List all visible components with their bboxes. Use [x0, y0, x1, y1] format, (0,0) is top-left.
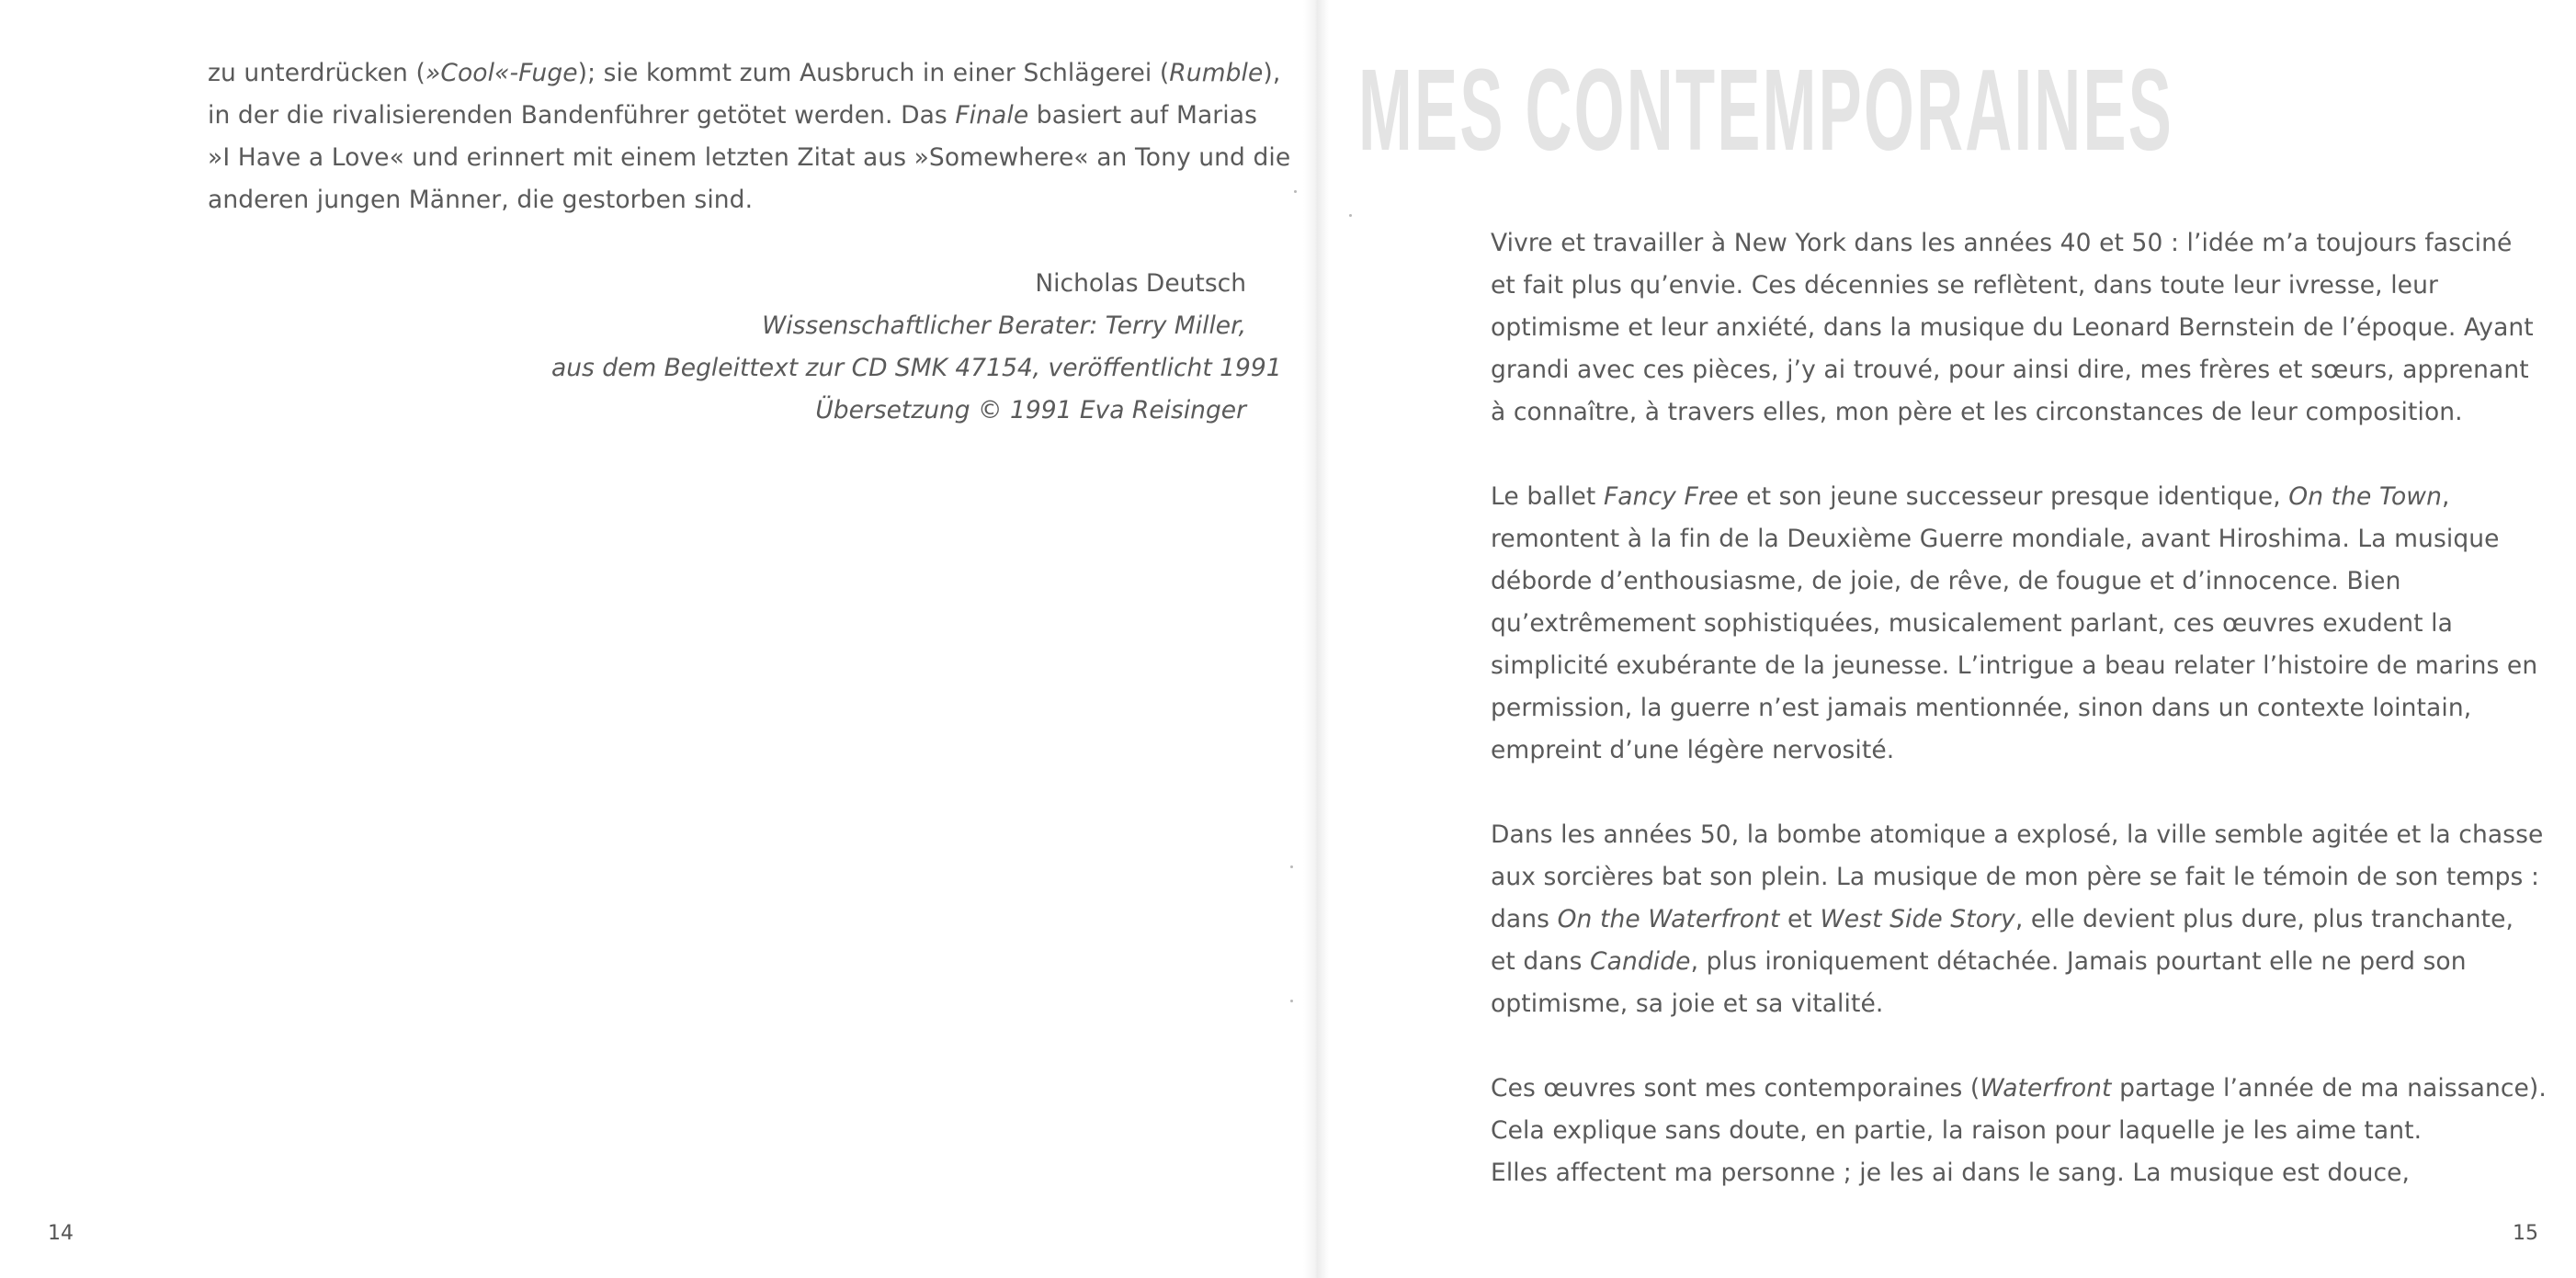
text-line — [1491, 476, 2538, 518]
text-line — [1491, 1068, 2547, 1110]
text-line — [1491, 899, 2538, 941]
text-line — [1491, 687, 2538, 729]
text-run: et son jeune successeur presque identique, — [1738, 482, 2289, 511]
text-line — [1491, 560, 2538, 603]
italic-title-text: On the Town — [2288, 482, 2442, 511]
italic-title-text: Candide — [1590, 947, 1691, 976]
text-run: Cela explique sans doute, en partie, la raison pour laquelle je les aime tant. — [1491, 1116, 2423, 1145]
text-run: , elle devient plus dure, plus tranchante, — [2014, 905, 2514, 933]
text-run: basiert auf Marias — [1028, 101, 1258, 130]
text-run: , — [2441, 482, 2450, 511]
paragraph — [1491, 814, 2544, 1025]
text-run: qu’extrêmement sophistiquées, musicalement parlant, ces œuvres exudent la — [1491, 609, 2453, 638]
credit-advisor: Wissenschaftlicher Berater: Terry Miller, — [762, 311, 1246, 340]
italic-title-text: Rumble — [1169, 59, 1264, 87]
text-run: , plus ironiquement détachée. Jamais pourtant elle ne perd son — [1690, 947, 2467, 976]
text-run: Ces œuvres sont mes contemporaines ( — [1491, 1074, 1980, 1103]
italic-title-text: On the Waterfront — [1557, 905, 1780, 933]
text-run: déborde d’enthousiasme, de joie, de rêve, de fougue et d’innocence. Bien — [1491, 567, 2401, 595]
text-line — [1491, 941, 2538, 983]
text-line — [1491, 1110, 2538, 1152]
text-line — [208, 95, 1258, 137]
right-body — [1491, 222, 2547, 1237]
text-line — [1491, 349, 2538, 391]
text-run: à connaître, à travers elles, mon père et les circonstances de leur composition. — [1491, 398, 2463, 426]
text-run: anderen jungen Männer, die gestorben sind. — [208, 186, 754, 214]
paragraph — [1491, 476, 2538, 772]
credit-source: aus dem Begleittext zur CD SMK 47154, veröffentlicht 1991 — [551, 354, 1282, 382]
text-line — [1491, 1152, 2538, 1194]
italic-title-text: Finale — [955, 101, 1029, 130]
text-run: empreint d’une légère nervosité. — [1491, 736, 1895, 764]
text-run: »I Have a Love« und erinnert mit einem letzten Zitat aus »Somewhere« an Tony und die — [208, 143, 1291, 172]
text-run: in der die rivalisierenden Bandenführer getötet werden. Das — [208, 101, 956, 130]
left-paragraph — [208, 52, 1291, 264]
paragraph — [1491, 1068, 2547, 1194]
text-line — [1491, 729, 2538, 772]
text-run: Elles affectent ma personne ; je les ai dans le sang. La musique est douce, — [1491, 1159, 2411, 1187]
text-run: dans — [1491, 905, 1558, 933]
italic-title-text: »Cool«-Fuge — [425, 59, 578, 87]
text-run: aux sorcières bat son plein. La musique de mon père se fait le témoin de son temps : — [1491, 863, 2540, 891]
text-run: et fait plus qu’envie. Ces décennies se reflètent, dans toute leur ivresse, leur — [1491, 271, 2438, 300]
text-line — [1491, 814, 2544, 856]
text-run: partage l’année de ma naissance). — [2111, 1074, 2547, 1103]
paragraph — [208, 52, 1291, 221]
scan-speck — [1294, 190, 1297, 193]
page-number-right: 15 — [2513, 1222, 2538, 1245]
paragraph — [1491, 222, 2538, 434]
text-line — [1491, 518, 2538, 560]
text-run: zu unterdrücken ( — [208, 59, 426, 87]
text-run: Le ballet — [1491, 482, 1604, 511]
page-title: MES CONTEMPORAINES — [1358, 45, 2174, 175]
text-line — [1491, 603, 2538, 645]
text-run: ); sie kommt zum Ausbruch in einer Schlägerei ( — [577, 59, 1170, 87]
italic-title-text: Waterfront — [1980, 1074, 2112, 1103]
text-run: et dans — [1491, 947, 1591, 976]
text-run: Dans les années 50, la bombe atomique a explosé, la ville semble agitée et la chasse — [1491, 820, 2544, 849]
text-line — [1491, 983, 2538, 1025]
italic-title-text: West Side Story — [1820, 905, 2015, 933]
text-run: permission, la guerre n’est jamais mentionnée, sinon dans un contexte lointain, — [1491, 694, 2472, 722]
text-run: optimisme et leur anxiété, dans la musique du Leonard Bernstein de l’époque. Ayant — [1491, 313, 2534, 342]
text-run: ), — [1263, 59, 1281, 87]
text-line — [208, 137, 1291, 179]
scan-speck — [1290, 1000, 1293, 1002]
text-line — [1491, 391, 2538, 434]
text-run: remontent à la fin de la Deuxième Guerre mondiale, avant Hiroshima. La musique — [1491, 525, 2500, 553]
text-line — [1491, 222, 2538, 265]
text-line — [1491, 645, 2538, 687]
text-run: Vivre et travailler à New York dans les années 40 et 50 : l’idée m’a toujours fasciné — [1491, 229, 2513, 257]
text-line — [1491, 307, 2538, 349]
text-run: grandi avec ces pièces, j’y ai trouvé, pour ainsi dire, mes frères et sœurs, apprenant — [1491, 356, 2529, 384]
credit-translation: Übersetzung © 1991 Eva Reisinger — [815, 396, 1246, 424]
page-number-left: 14 — [48, 1222, 74, 1245]
text-line — [1491, 265, 2538, 307]
text-line — [1491, 856, 2538, 899]
text-run: optimisme, sa joie et sa vitalité. — [1491, 990, 1884, 1018]
credit-author: Nicholas Deutsch — [1035, 269, 1246, 298]
text-run: simplicité exubérante de la jeunesse. L’intrigue a beau relater l’histoire de marins en — [1491, 651, 2538, 680]
text-line — [208, 179, 1255, 221]
text-run: et — [1779, 905, 1821, 933]
scan-speck — [1290, 865, 1293, 868]
credits-block — [551, 263, 1282, 432]
text-line — [208, 52, 1281, 95]
italic-title-text: Fancy Free — [1603, 482, 1739, 511]
